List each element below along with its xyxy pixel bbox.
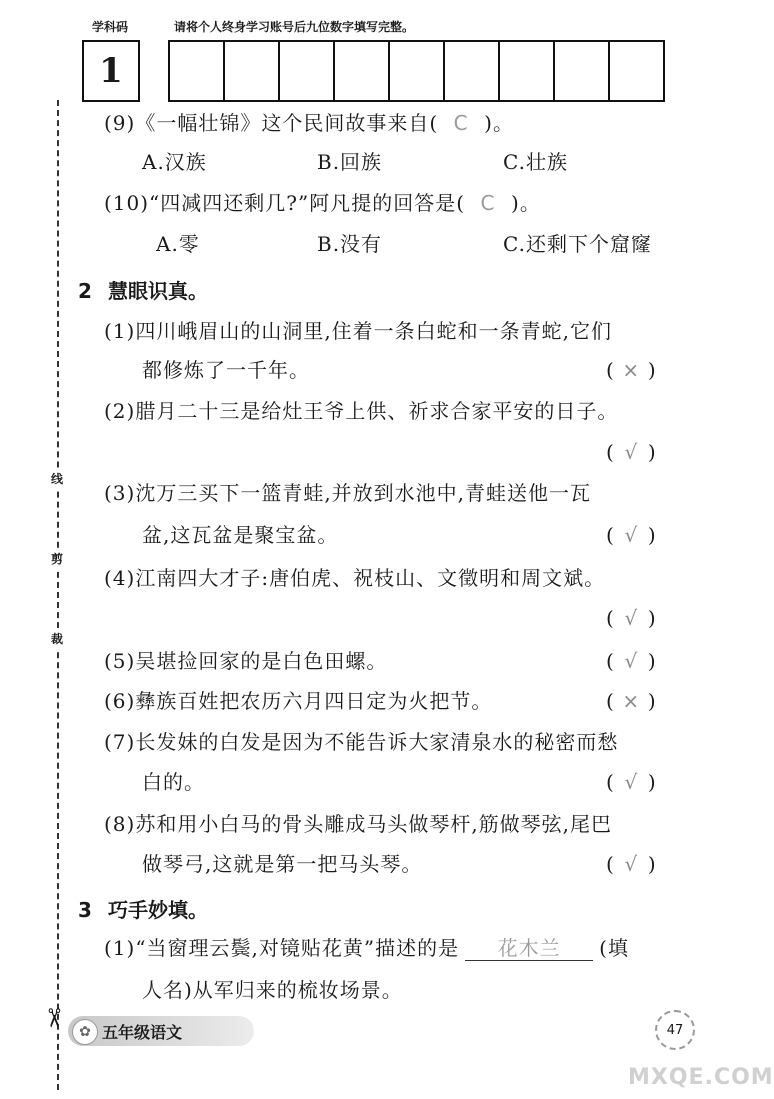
fill-item-1-line-2: 人名)从军归来的梳妆场景。 bbox=[142, 978, 403, 1002]
q10-option-b: B.没有 bbox=[317, 232, 383, 256]
digit-box[interactable] bbox=[333, 40, 390, 102]
q10-option-a: A.零 bbox=[156, 232, 200, 256]
tf-item-7-line-2: 白的。 bbox=[142, 770, 205, 794]
tf-item-8-line-2: 做琴弓,这就是第一把马头琴。 bbox=[142, 852, 423, 876]
tf-item-2-answer: ( √ ) bbox=[606, 440, 656, 464]
section-3-title: 巧手妙填。 bbox=[108, 898, 208, 922]
q9-option-b: B.回族 bbox=[317, 150, 383, 174]
fill-item-1-line-1 bbox=[104, 935, 629, 961]
digit-box[interactable] bbox=[388, 40, 445, 102]
q10-stem-pre: (10)“四减四还剩几?”阿凡提的回答是( bbox=[104, 191, 466, 215]
cut-label-cut: 剪 bbox=[51, 548, 63, 569]
q10-option-c: C.还剩下个窟窿 bbox=[503, 232, 652, 256]
cross-mark-icon: × bbox=[622, 358, 640, 382]
section-2-title: 慧眼识真。 bbox=[108, 279, 208, 303]
check-mark-icon: √ bbox=[624, 852, 638, 876]
tf-item-4-answer: ( √ ) bbox=[606, 606, 656, 630]
digit-box[interactable] bbox=[168, 40, 225, 102]
q9-stem-post: )。 bbox=[484, 111, 514, 135]
q9-option-a: A.汉族 bbox=[142, 150, 207, 174]
digit-box[interactable] bbox=[443, 40, 500, 102]
q9-answer: C bbox=[453, 111, 469, 135]
tf-item-5-line-1: (5)吴堪捡回家的是白色田螺。 bbox=[104, 649, 388, 673]
flower-icon: ✿ bbox=[72, 1019, 98, 1045]
tf-item-7-answer: ( √ ) bbox=[606, 770, 656, 794]
question-9 bbox=[104, 110, 514, 136]
section-3-number: 3 bbox=[78, 898, 92, 922]
tf-item-6-answer: ( × ) bbox=[606, 689, 656, 713]
tf-item-1-line-1: (1)四川峨眉山的山洞里,住着一条白蛇和一条青蛇,它们 bbox=[104, 319, 613, 343]
tf-item-3-line-1: (3)沈万三买下一篮青蛙,并放到水池中,青蛙送他一瓦 bbox=[104, 481, 592, 505]
check-mark-icon: √ bbox=[624, 440, 638, 464]
question-10 bbox=[104, 190, 541, 216]
digit-box[interactable] bbox=[278, 40, 335, 102]
digit-box[interactable] bbox=[498, 40, 555, 102]
cut-label-trim: 裁 bbox=[51, 628, 63, 649]
fill-item-1-stem: (1)“当窗理云鬓,对镜贴花黄”描述的是 bbox=[104, 936, 460, 960]
tf-item-1-answer: ( × ) bbox=[606, 358, 656, 382]
tf-item-3-answer: ( √ ) bbox=[606, 523, 656, 547]
q10-answer: C bbox=[480, 191, 496, 215]
tf-item-7-line-1: (7)长发妹的白发是因为不能告诉大家清泉水的秘密而愁 bbox=[104, 730, 619, 754]
cross-mark-icon: × bbox=[622, 689, 640, 713]
digit-box[interactable] bbox=[608, 40, 665, 102]
digit-box[interactable] bbox=[223, 40, 280, 102]
check-mark-icon: √ bbox=[624, 770, 638, 794]
subject-code-label: 学科码 bbox=[92, 20, 129, 34]
book-title: 五年级语文 bbox=[102, 1023, 183, 1042]
digit-box[interactable] bbox=[553, 40, 610, 102]
q9-option-c: C.壮族 bbox=[503, 150, 568, 174]
scissors-icon: ✂ bbox=[37, 1007, 68, 1029]
cut-line bbox=[57, 100, 59, 1090]
subject-code-value: 1 bbox=[99, 51, 123, 91]
tf-item-1-line-2: 都修炼了一千年。 bbox=[142, 358, 310, 382]
q10-stem-post: )。 bbox=[511, 191, 541, 215]
section-2-number: 2 bbox=[78, 279, 92, 303]
fill-item-1-suffix: (填 bbox=[599, 936, 629, 960]
account-digit-boxes bbox=[168, 40, 665, 102]
tf-item-6-line-1: (6)彝族百姓把农历六月四日定为火把节。 bbox=[104, 689, 493, 713]
tf-item-3-line-2: 盆,这瓦盆是聚宝盆。 bbox=[142, 523, 339, 547]
q9-stem-pre: (9)《一幅壮锦》这个民间故事来自( bbox=[104, 111, 439, 135]
tf-item-4-line-1: (4)江南四大才子:唐伯虎、祝枝山、文徵明和周文斌。 bbox=[104, 566, 606, 590]
fill-item-1-answer[interactable]: 花木兰 bbox=[465, 936, 593, 961]
account-instruction: 请将个人终身学习账号后九位数字填写完整。 bbox=[174, 20, 415, 34]
check-mark-icon: √ bbox=[624, 523, 638, 547]
watermark: MXQE.COM bbox=[628, 1065, 774, 1090]
tf-item-2-line-1: (2)腊月二十三是给灶王爷上供、祈求合家平安的日子。 bbox=[104, 399, 619, 423]
tf-item-5-answer: ( √ ) bbox=[606, 649, 656, 673]
tf-item-8-answer: ( √ ) bbox=[606, 852, 656, 876]
check-mark-icon: √ bbox=[624, 649, 638, 673]
subject-code-box bbox=[82, 40, 140, 102]
tf-item-8-line-1: (8)苏和用小白马的骨头雕成马头做琴杆,筋做琴弦,尾巴 bbox=[104, 812, 613, 836]
cut-label-line: 线 bbox=[51, 468, 63, 489]
page-number: 47 bbox=[655, 1010, 695, 1050]
check-mark-icon: √ bbox=[624, 606, 638, 630]
